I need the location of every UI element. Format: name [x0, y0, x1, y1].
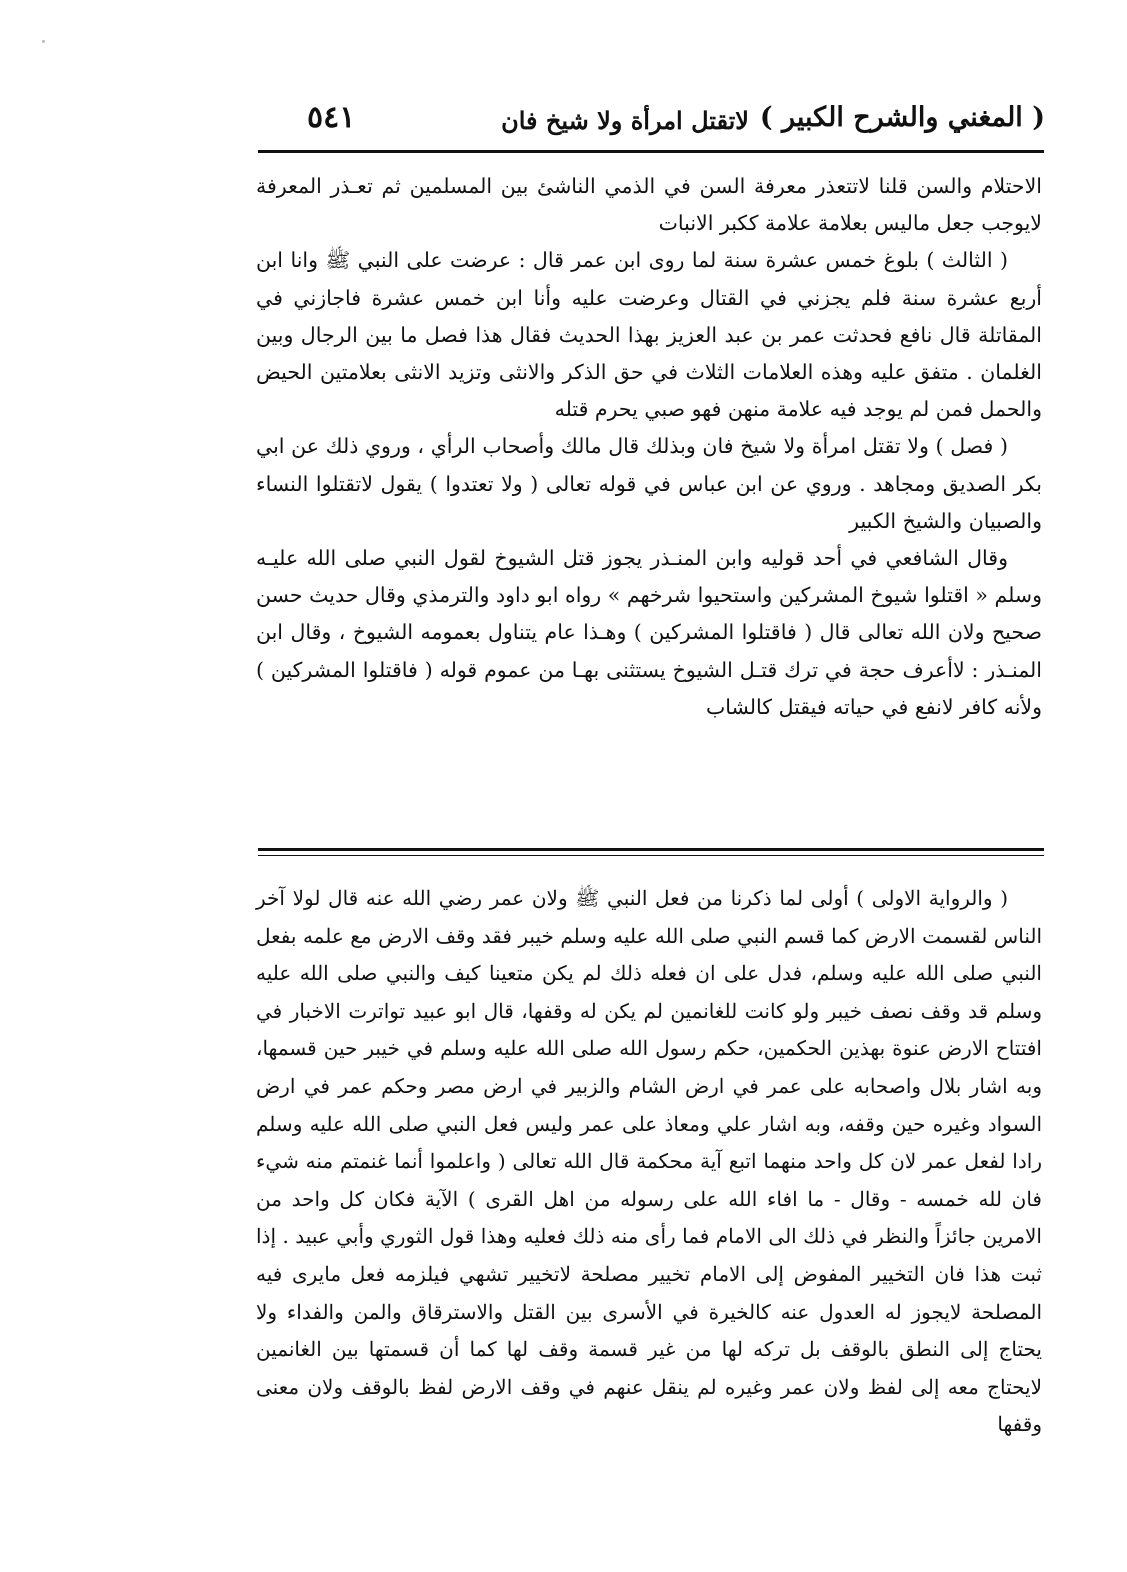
page-number: ٥٤١ [307, 100, 356, 135]
commentary-text [256, 880, 1042, 1444]
page-header [255, 98, 1045, 156]
main-paragraph-2: ( الثالث ) بلوغ خمس عشرة سنة لما روى ابن عمر قال : عرضت على النبي ﷺ وانا ابن أربع عشرة سنة فلم يجزني في القتال وعرضت عليه وأنا ابن خمس عشرة فاجازني في المقاتلة قال نافع فحدثت عمر بن عبد العزيز بهذا الحديث فقال هذا فصل ما بين الرجال وبين الغلمان . متفق عليه وهذه العلامات الثلاث في حق الذكر والانثى وتزيد الانثى بعلامتين الحيض والحمل فمن لم يوجد فيه علامة منهن فهو صبي يحرم قتله [256, 248, 1042, 422]
section-topic: لاتقتل امرأة ولا شيخ فان [501, 106, 749, 135]
header-rule [258, 150, 1044, 153]
commentary-divider [258, 848, 1044, 856]
scan-speck [42, 40, 45, 43]
main-text [256, 168, 1042, 726]
commentary-paragraph-1: ( والرواية الاولى ) أولى لما ذكرنا من فعل النبي ﷺ ولان عمر رضي الله عنه قال لولا آخر الناس لقسمت الارض كما قسم النبي صلى الله عليه وسلم خيبر فقد وقف الارض مع علمه بفعل النبي صلى الله عليه وسلم، فدل على ان فعله ذلك لم يكن متعينا كيف والنبي صلى الله عليه وسلم قد وقف نصف خيبر ولو كانت للغانمين لم يكن له وقفها، قال ابو عبيد تواترت الاخبار في افتتاح الارض عنوة بهذين الحكمين، حكم رسول الله صلى الله عليه وسلم في خيبر حين قسمها، وبه اشار بلال واصحابه على عمر في ارض الشام والزبير في ارض مصر وحكم عمر في ارض السواد وغيره حين وقفه، وبه اشار علي ومعاذ على عمر وليس فعل النبي صلى الله عليه وسلم رادا لفعل عمر لان كل واحد منهما اتبع آية محكمة قال الله تعالى ( واعلموا أنما غنمتم منه شيء فان لله خمسه - وقال - ما افاء الله على رسوله من اهل القرى ) الآية فكان كل واحد من الامرين جائزاً والنظر في ذلك الى الامام فما رأى منه ذلك فعليه وهذا قول الثوري وأبي عبيد . إذا ثبت هذا فان التخيير المفوض إلى الامام تخيير مصلحة لاتخيير تشهي فيلزمه فعل مايرى فيه المصلحة لايجوز له العدول عنه كالخيرة في الأسرى بين القتل والاسترقاق والمن والفداء ولا يحتاج إلى النطق بالوقف بل تركه لها من غير قسمة وقف لها كما أن قسمتها بين الغانمين لايحتاج معه إلى لفظ ولان عمر وغيره لم ينقل عنهم في وقف الارض لفظ بالوقف ولان معنى وقفها [256, 886, 1042, 1437]
main-paragraph-3: ( فصل ) ولا تقتل امرأة ولا شيخ فان وبذلك قال مالك وأصحاب الرأي ، وروي ذلك عن ابي بكر الصديق ومجاهد . وروي عن ابن عباس في قوله تعالى ( ولا تعتدوا ) يقول لاتقتلوا النساء والصبيان والشيخ الكبير [256, 434, 1042, 533]
main-paragraph-4: وقال الشافعي في أحد قوليه وابن المنـذر يجوز قتل الشيوخ لقول النبي صلى الله عليـه وسلم « اقتلوا شيوخ المشركين واستحيوا شرخهم » رواه ابو داود والترمذي وقال حديث حسن صحيح ولان الله تعالى قال ( فاقتلوا المشركين ) وهـذا عام يتناول بعمومه الشيوخ ، وقال ابن المنـذر : لاأعرف حجة في ترك قتـل الشيوخ يستثنى بهـا من عموم قوله ( فاقتلوا المشركين ) ولأنه كافر لانفع في حياته فيقتل كالشاب [256, 546, 1042, 719]
book-title: ( المغني والشرح الكبير ) [759, 102, 1045, 133]
main-paragraph-1: الاحتلام والسن قلنا لاتتعذر معرفة السن في الذمي الناشئ بين المسلمين ثم تعـذر المعرفة لايوجب جعل ماليس بعلامة علامة ككبر الانبات [256, 174, 1042, 236]
